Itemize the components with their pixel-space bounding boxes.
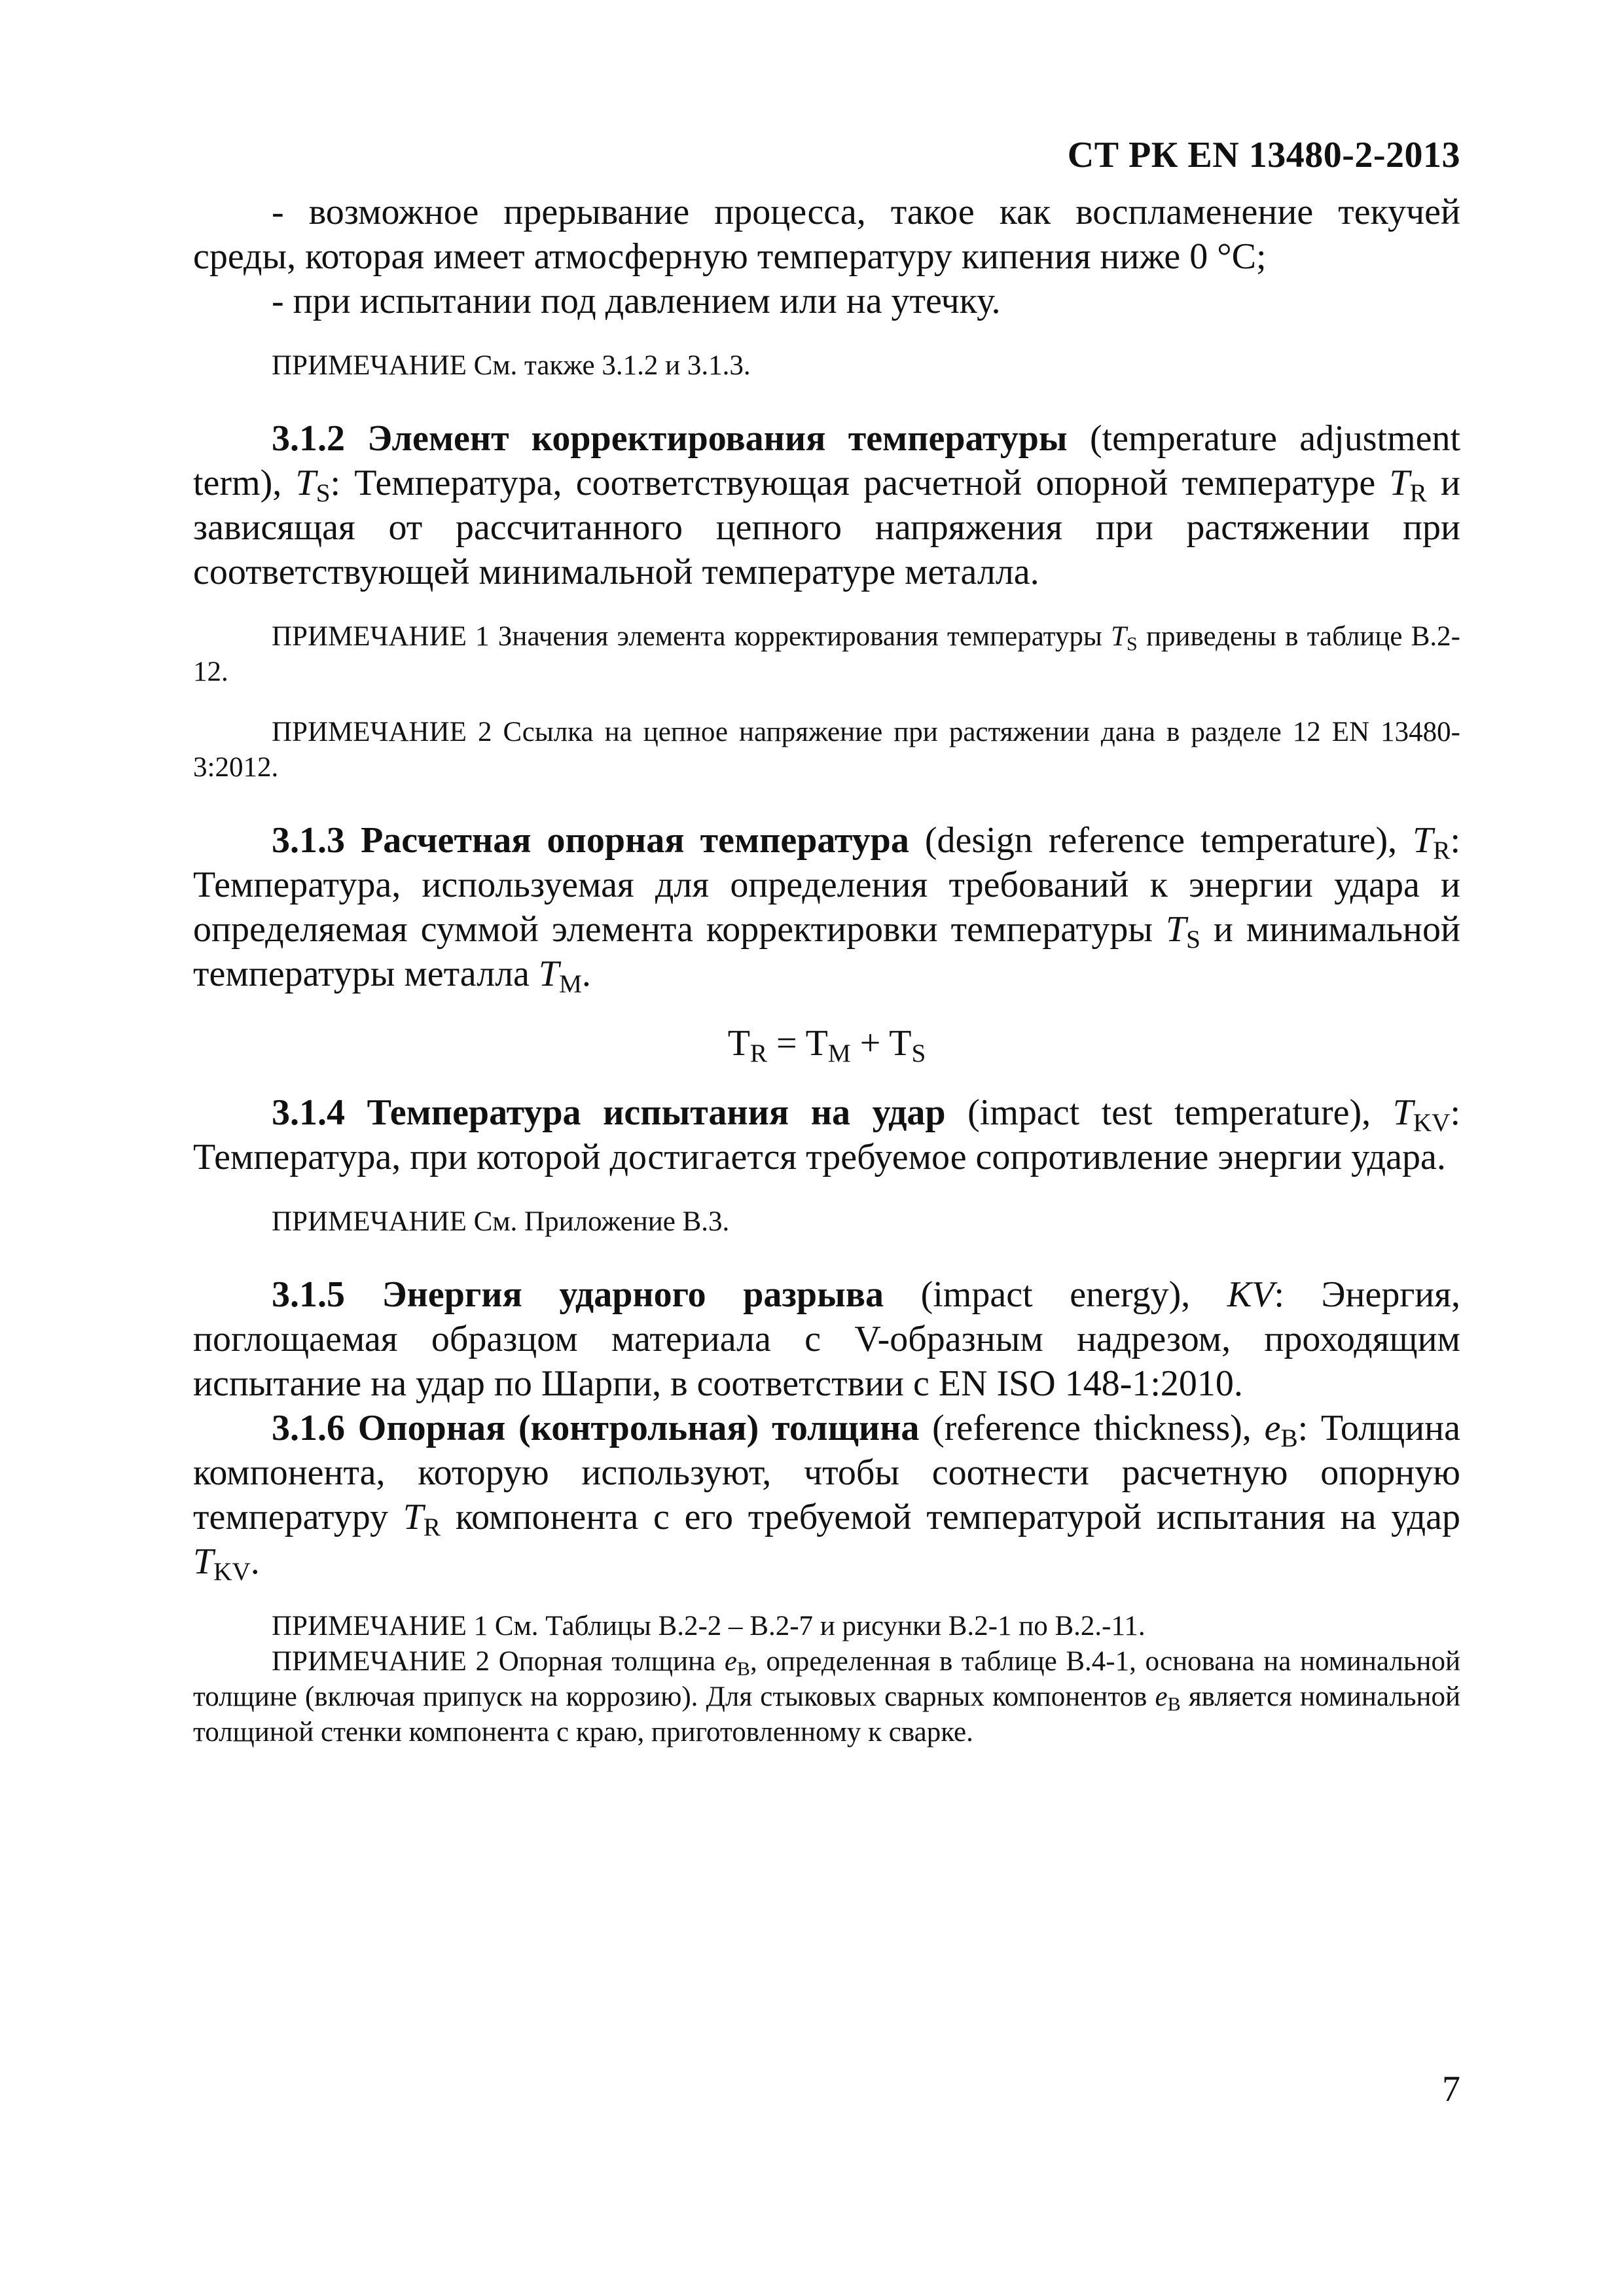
note-paragraph [193,1644,1460,1750]
symbol-subscript: R [1409,478,1427,507]
symbol: T [1413,820,1434,861]
note-paragraph [193,1609,1460,1644]
section-number: 3.1.5 [272,1274,345,1315]
term-title: Элемент корректирования температуры [367,418,1068,459]
symbol: T [538,954,560,994]
term-english: (impact energy), [884,1274,1227,1315]
formula-symbol: T [889,1023,912,1064]
symbol-subscript: M [559,969,582,998]
formula-subscript: S [911,1039,926,1067]
formula [193,1021,1460,1066]
note-text: , определенная в таблице В.4-1, основана на номинальной толщине (включая припуск на коррозию). Для стыковых сварных компонентов [193,1646,1460,1712]
symbol-subscript: S [316,478,331,507]
note-text: приведены в таблице В.2-12. [193,621,1460,687]
symbol: e [1155,1681,1168,1712]
section-number: 3.1.4 [272,1092,345,1133]
section-number: 3.1.6 [272,1408,345,1448]
formula-subscript: R [749,1039,768,1067]
symbol: T [1389,463,1410,503]
note-label: ПРИМЕЧАНИЕ [272,350,467,381]
definition-3-1-6 [193,1406,1460,1584]
formula-operator: = [767,1023,806,1064]
document-id-header: СТ РК EN 13480-2-2013 [1067,135,1460,175]
note-paragraph [193,348,1460,384]
definition-text: . [250,1541,260,1582]
note-text: См. также 3.1.2 и 3.1.3. [466,350,751,381]
symbol-subscript: S [1126,632,1138,655]
note-text: является номинальной толщиной стенки компонента с краю, приготовленному к сварке. [193,1681,1461,1748]
formula-operator: + [850,1023,890,1064]
definition-3-1-3 [193,818,1460,996]
definition-text: : Температура, при которой достигается требуемое сопротивление энергии удара. [193,1092,1461,1177]
list-item: - возможное прерывание процесса, такое как воспламенение текучей среды, которая имеет атмосферную температуру кипения ниже 0 °C; [193,192,1460,277]
definition-text: . [581,954,591,994]
definition-text: : Толщина компонента, которую используют, чтобы соотнести расчетную опорную температуру [193,1408,1461,1537]
symbol: T [295,463,316,503]
note-text: См. Приложение В.3. [466,1206,730,1237]
definition-text: : Энергия, поглощаемая образцом материала с V-образным надрезом, проходящим испытание на удар по Шарпи, в соответствии с EN ISO 148-1:2010. [193,1274,1461,1404]
definition-text: и минимальной температуры металла [193,909,1460,994]
formula-symbol: T [805,1023,828,1064]
note-label: ПРИМЕЧАНИЕ 1 [272,621,490,652]
page-number: 7 [1442,2069,1460,2109]
note-label: ПРИМЕЧАНИЕ 2 [272,1646,490,1677]
symbol: T [1392,1092,1413,1133]
definition-3-1-5 [193,1272,1460,1406]
symbol: T [1111,621,1127,652]
note-paragraph [193,715,1460,785]
note-label: ПРИМЕЧАНИЕ 1 [272,1611,488,1641]
term-title: Опорная (контрольная) толщина [357,1408,920,1448]
note-paragraph [193,619,1460,690]
term-english: (reference thickness), [919,1408,1265,1448]
definition-3-1-2 [193,416,1460,594]
symbol-subscript: B [1280,1424,1298,1452]
term-title: Расчетная опорная температура [361,820,909,861]
term-title: Температура испытания на удар [367,1092,946,1133]
note-text: Опорная толщина [490,1646,725,1677]
note-text: См. Таблицы В.2-2 – В.2-7 и рисунки В.2-1 по В.2.-11. [488,1611,1146,1641]
definition-text: и зависящая от рассчитанного цепного напряжения при растяжении при соответствующей минимальной температуре металла. [193,463,1460,592]
term-title: Энергия ударного разрыва [382,1274,884,1315]
term-english: (impact test temperature), [945,1092,1393,1133]
note-label: ПРИМЕЧАНИЕ 2 [272,717,492,747]
symbol: e [1264,1408,1281,1448]
list-item: - при испытании под давлением или на утечку. [272,281,1001,321]
definition-text: : Температура, соответствующая расчетной опорной температуре [330,463,1390,503]
symbol: T [1165,909,1187,950]
definition-3-1-4 [193,1090,1460,1179]
formula-subscript: M [827,1039,851,1067]
symbol-subscript: KV [213,1557,251,1586]
definition-text: компонента с его требуемой температурой испытания на удар [441,1497,1461,1537]
definition-text: : Температура, используемая для определения требований к энергии удара и определяемая суммой элемента корректировки температуры [193,820,1461,950]
symbol: T [193,1541,214,1582]
formula-symbol: T [727,1023,750,1064]
symbol-subscript: B [1167,1693,1181,1715]
symbol-subscript: S [1186,925,1200,954]
note-paragraph [193,1204,1460,1240]
symbol-subscript: R [1433,836,1451,865]
symbol-subscript: KV [1413,1108,1451,1137]
note-text: Значения элемента корректирования температуры [489,621,1111,652]
symbol: T [403,1497,424,1537]
symbol-subscript: R [423,1513,441,1541]
term-english: (design reference temperature), [909,820,1413,861]
note-label: ПРИМЕЧАНИЕ [272,1206,467,1237]
section-number: 3.1.2 [272,418,345,459]
symbol-subscript: B [736,1657,750,1680]
document-body [193,190,1460,1750]
term-english: (temperature adjustment term), [193,418,1461,503]
note-text: Ссылка на цепное напряжение при растяжении дана в разделе 12 EN 13480-3:2012. [193,717,1460,783]
symbol: KV [1227,1274,1274,1315]
section-number: 3.1.3 [272,820,345,861]
symbol: e [724,1646,737,1677]
